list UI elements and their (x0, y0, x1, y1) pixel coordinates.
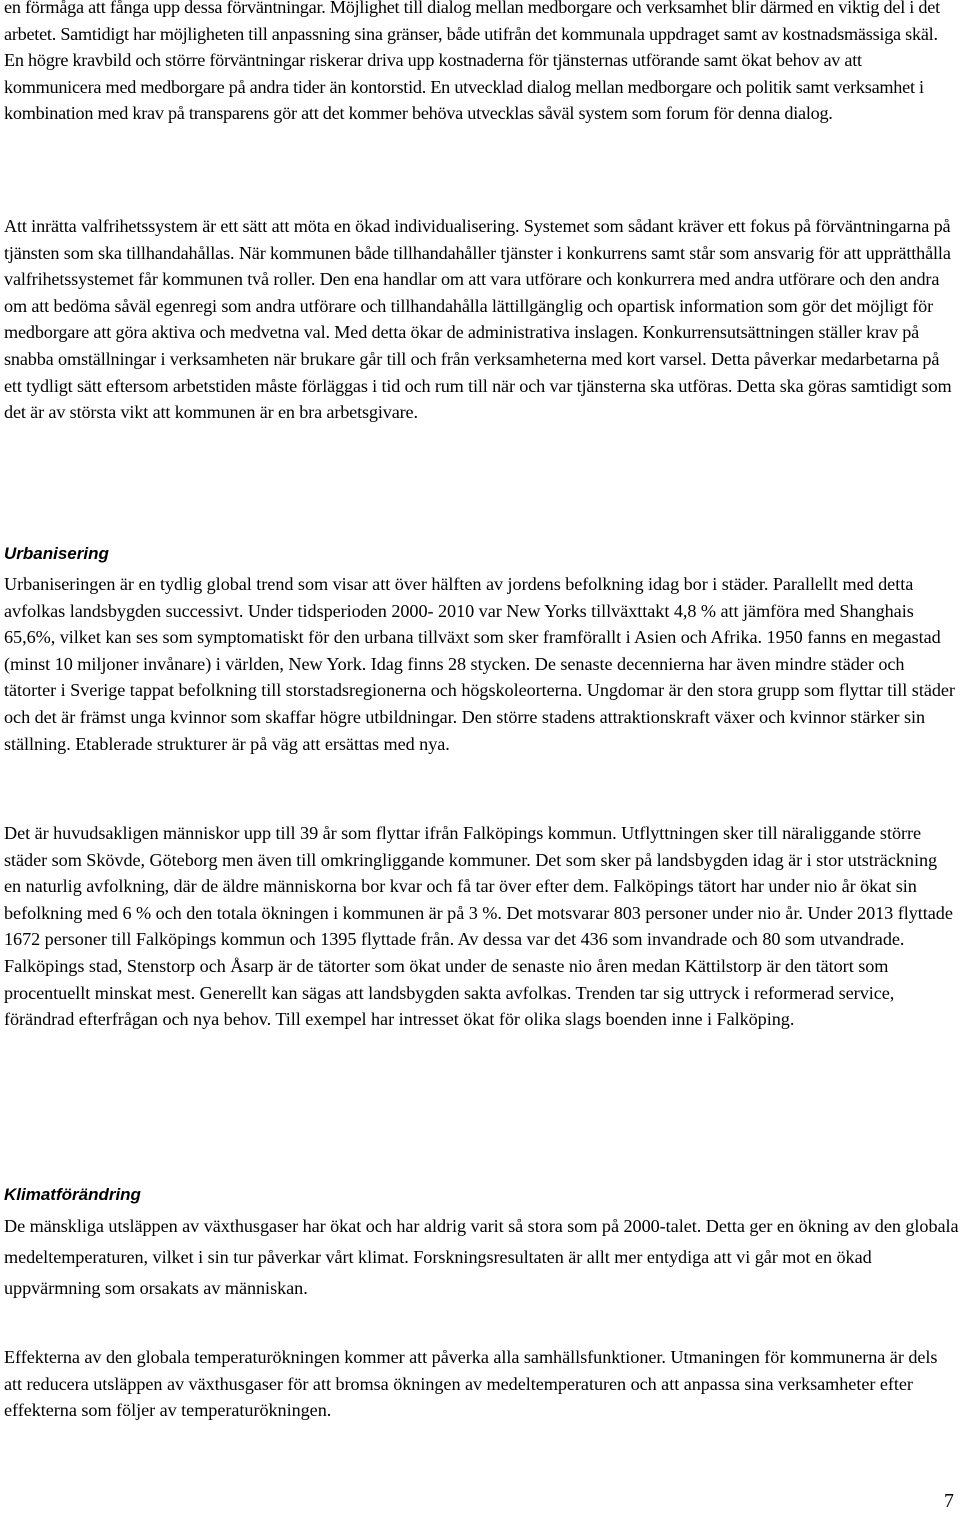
paragraph-valfrihetssystem: Att inrätta valfrihetssystem är ett sätt att möta en ökad individualisering. Systemet som sådant kräver ett fokus på förväntningarna på tjänsten som ska tillhandahållas. När kommunen både tillhandahåller tjänster i konkurrens samt står som ansvarig för att upprätthålla valfrihetssystemet får kommunen två roller. Den ena handlar om att vara utförare och konkurrera med andra utförare och den andra om att bedöma såväl egenregi som andra utförare och tillhandahålla lättillgänglig och opartisk information som gör det möjligt för medborgare att göra aktiva och medvetna val. Med detta ökar de administrativa inslagen. Konkurrensutsättningen ställer krav på snabba omställningar i verksamheten när brukare går till och från verksamheterna med kort varsel. Detta påverkar medarbetarna på ett tydligt sätt eftersom arbetstiden måste förläggas i tid och rum till när och var tjänsterna ska utföras. Detta ska göras samtidigt som det är av största vikt att kommunen är en bra arbetsgivare. (4, 216, 952, 423)
paragraph-falkoping: Det är huvudsakligen människor upp till 39 år som flyttar ifrån Falköpings kommun. Utflyttningen sker till näraliggande större städer som Skövde, Göteborg men även till omkringliggande kommuner. Det som sker på landsbygden idag är i stor utsträckning en naturlig avfolkning, där de äldre människorna bor kvar och få tar över efter dem. Falköpings tätort har under nio år ökat sin befolkning med 6 % och den totala ökningen i kommunen är på 3 %. Det motsvarar 803 personer under nio år. Under 2013 flyttade 1672 personer till Falköpings kommun och 1395 flyttade från. Av dessa var det 436 som invandrade och 80 som utvandrade. Falköpings stad, Stenstorp och Åsarp är de tätorter som ökat under de senaste nio åren medan Kättilstorp är den tätort som procentuellt minskat mest. Generellt kan sägas att landsbygden sakta avfolkas. Trenden tar sig uttryck i reformerad service, förändrad efterfrågan och nya behov. Till exempel har intresset ökat för olika slags boenden inne i Falköping. (4, 823, 953, 1030)
heading-klimatforandring: Klimatförändring (4, 1185, 141, 1204)
paragraph-urbanisering: Urbaniseringen är en tydlig global trend som visar att över hälften av jordens befolkning idag bor i städer. Parallellt med detta avfolkas landsbygden successivt. Under tidsperioden 2000- 2010 var New Yorks tillväxttakt 4,8 % att jämföra med Shanghais 65,6%, vilket kan ses som symptomatiskt för den urbana tillväxt som sker framförallt i Asien och Afrika. 1950 fanns en megastad (minst 10 miljoner invånare) i världen, New York. Idag finns 28 stycken. De senaste decennierna har även mindre städer och tätorter i Sverige tappat befolkning till storstadsregionerna och högskoleorterna. Ungdomar är den stora grupp som flyttar till städer och det är främst unga kvinnor som skaffar högre utbildningar. Den större stadens attraktionskraft växer och kvinnor stärker sin ställning. Etablerade strukturer är på väg att ersättas med nya. (4, 574, 955, 754)
page-number: 7 (944, 1490, 954, 1512)
paragraph-dialog: en förmåga att fånga upp dessa förväntningar. Möjlighet till dialog mellan medborgare och verksamhet blir därmed en viktig del i det arbetet. Samtidigt har möjligheten till anpassning sina gränser, både utifrån det kommunala uppdraget samt av kostnadsmässiga skäl. En högre kravbild och större förväntningar riskerar driva upp kostnaderna för tjänsternas utförande samt ökat behov av att kommunicera med medborgare på andra tider än kontorstid. En utvecklad dialog mellan medborgare och politik samt verksamhet i kombination med krav på transparens gör att det kommer behöva utvecklas såväl system som forum för denna dialog. (4, 0, 940, 124)
heading-urbanisering: Urbanisering (4, 544, 109, 563)
paragraph-klimat-effekter: Effekterna av den globala temperaturökningen kommer att påverka alla samhällsfunktioner. Utmaningen för kommunerna är dels att reducera utsläppen av växthusgaser för att bromsa ökningen av medeltemperaturen och att anpassa sina verksamheter efter effekterna som följer av temperaturökningen. (4, 1347, 938, 1421)
paragraph-klimat-utslapp: De mänskliga utsläppen av växthusgaser har ökat och har aldrig varit så stora som på 2000-talet. Detta ger en ökning av den globala medeltemperaturen, vilket i sin tur påverkar vårt klimat. Forskningsresultaten är allt mer entydiga att vi går mot en ökad uppvärmning som orsakats av människan. (4, 1216, 959, 1298)
